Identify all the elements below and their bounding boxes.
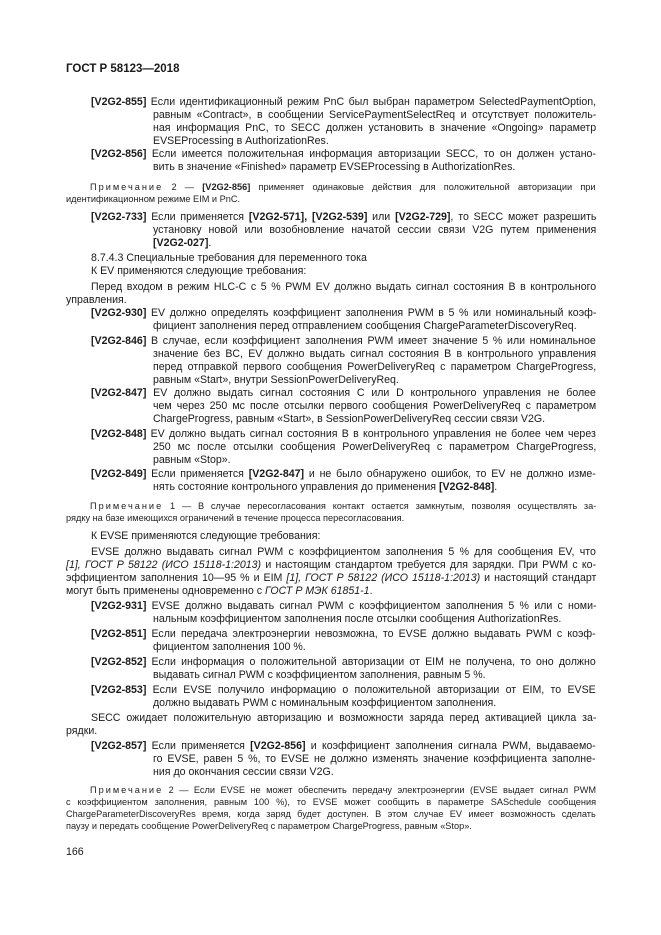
text-line	[153, 237, 211, 250]
text-line	[91, 656, 596, 669]
text-run: ния до окончания сессии связи V2G.	[153, 766, 334, 778]
text-run: К EVSE применяются следующие требования:	[91, 530, 321, 542]
text-run: Перед входом в режим HLC-C с 5 % PWM EV должно выдать сигнал состояния B в контрольного	[91, 281, 597, 293]
text-line	[153, 641, 306, 654]
text-run: или	[367, 211, 396, 223]
text-line	[66, 585, 373, 598]
text-line	[91, 281, 596, 294]
text-run: нять состояние контрольного управления до применения	[153, 481, 439, 493]
note-label: Примечание	[90, 785, 164, 795]
text-run: Если применяется	[146, 468, 249, 480]
text-run: 8.7.4.3 Специальные требования для переменного тока	[91, 252, 367, 264]
requirement-ref: [V2G2-857]	[91, 740, 147, 752]
note-line	[66, 796, 596, 808]
note-label: Примечание	[90, 501, 164, 511]
page-number	[66, 846, 84, 859]
requirement-ref: [V2G2-856]	[91, 148, 147, 160]
text-run: ГОСТ Р 58123—2018	[66, 63, 180, 75]
text-run: К EV применяются следующие требования:	[91, 265, 307, 277]
note-line	[90, 500, 596, 512]
text-line	[66, 559, 596, 572]
text-run: 250 мс после отсылки сообщения PowerDeliveryReq с параметром ChargeProgress,	[153, 441, 597, 453]
text-run: Если применяется	[146, 211, 249, 223]
text-run: и коэффициент заполнения сигнала PWM, выдаваемо-	[305, 740, 596, 752]
note-line	[66, 820, 472, 832]
text-line	[91, 684, 596, 697]
text-run: EV должно определять коэффициент заполнения PWM в 5 % или номинальный коэф-	[146, 307, 597, 319]
text-line	[91, 265, 306, 278]
text-line	[153, 413, 545, 426]
text-line	[91, 712, 596, 725]
text-run: EVSE должно выдавать сигнал PWM с коэффициентом заполнения 5 % для сообщения EV, что	[91, 546, 596, 558]
text-run: го EVSE, равен 5 %, то EVSE не должно изменять значение коэффициента заполне-	[153, 753, 596, 765]
text-run: значение без BC, EV должно выдать сигнал состояния B в контрольного управления	[153, 348, 597, 360]
text-line	[91, 530, 320, 543]
text-line	[153, 361, 596, 374]
requirement-ref: [V2G2-729]	[395, 211, 451, 223]
text-run: могут быть применены одновременно с	[66, 585, 265, 597]
text-run: , то SECC может разрешить	[450, 211, 597, 223]
text-run: 166	[66, 846, 84, 858]
text-line	[153, 753, 596, 766]
reference-text: [1], ГОСТ Р 58122 (ИСО 15118-1:2013)	[66, 559, 262, 571]
text-line	[91, 96, 596, 109]
text-run: рядку на базе имеющихся ограничений в течение процесса пересогласования.	[66, 513, 405, 523]
requirement-ref: [V2G2-733]	[91, 211, 147, 223]
requirement-ref: [V2G2-853]	[91, 684, 147, 696]
text-run: SECC ожидает положительную авторизацию и возможности заряда перед активацией цикла за-	[91, 712, 597, 724]
requirement-ref: [V2G2-930]	[91, 307, 147, 319]
text-run: ная информация PnC, то SECC должен установить в значение «Ongoing» параметр	[153, 122, 597, 134]
text-run: перед отправкой первого сообщения PowerDeliveryReq с параметром ChargeProgress,	[153, 361, 597, 373]
requirement-ref: [V2G2-856]	[250, 740, 306, 752]
text-line	[91, 428, 596, 441]
note-line	[66, 512, 404, 524]
text-run: и настоящий стандарт	[480, 572, 597, 584]
text-run: Если передача электроэнергии невозможна, то EVSE должно выдавать PWM с коэф-	[146, 628, 596, 640]
text-line	[91, 387, 596, 400]
requirement-ref: [V2G2-852]	[91, 656, 147, 668]
requirement-ref: [V2G2-849]	[91, 468, 147, 480]
text-line	[91, 211, 596, 224]
text-run: ChargeProgress, равным «Start», в SessionPowerDeliveryReq сессии связи V2G.	[153, 413, 546, 425]
text-line	[153, 122, 596, 135]
text-run: 2 — Если EVSE не может обеспечить передачу электроэнергии (EVSE выдает сигнал PWM	[163, 785, 597, 795]
reference-text: [1], ГОСТ Р 58122 (ИСО 15118-1:2013)	[286, 572, 481, 584]
text-line	[153, 613, 561, 626]
text-line	[153, 161, 515, 174]
text-run: управления.	[66, 294, 127, 306]
text-run: равным «Contract», в сообщении ServicePaymentSelectReq и отсутствует положитель-	[153, 109, 597, 121]
text-line	[153, 400, 596, 413]
note-line	[90, 784, 596, 796]
text-line	[91, 335, 596, 348]
text-run: EVSEProcessing в AuthorizationRes.	[153, 135, 329, 147]
requirement-ref: [V2G2-851]	[91, 628, 147, 640]
note-line	[66, 808, 596, 820]
text-run: Если информация о положительной авторизации от EIM не получена, то оно должно	[146, 656, 596, 668]
text-run: .	[369, 585, 373, 597]
note-label: Примечание	[90, 182, 164, 192]
text-run: 2 —	[163, 182, 203, 192]
text-run: вить в значение «Finished» параметр EVSEProcessing в AuthorizationRes.	[153, 161, 516, 173]
text-run: Если идентификационный режим PnC был выбран параметром SelectedPaymentOption,	[146, 96, 597, 108]
text-run: с коэффициентом заполнения, равным 100 %), то EVSE может сообщить в параметре SASchedule сообщения	[66, 797, 597, 807]
text-line	[153, 441, 596, 454]
text-run: .	[494, 481, 498, 493]
text-run: паузу и передать сообщение PowerDeliveryReq с параметром ChargeProgress, равным «Stop».	[66, 821, 472, 831]
text-run: В случае, если коэффициент заполнения PWM имеет значение 5 % или номинальное	[146, 335, 596, 347]
text-run: EV должно выдать сигнал состояния B в контрольного управления не более чем через	[146, 428, 596, 440]
text-line	[91, 546, 596, 559]
text-line	[153, 697, 496, 710]
text-line	[153, 669, 486, 682]
requirement-ref: [V2G2-847]	[248, 468, 305, 480]
requirement-ref: [V2G2-848]	[438, 481, 495, 493]
requirement-ref: [V2G2-027]	[153, 237, 209, 249]
text-line	[91, 600, 597, 613]
text-run: Если имеется положительная информация авторизации SECC, то он должен устано-	[146, 148, 596, 160]
text-line	[66, 572, 596, 585]
requirement-ref: [V2G2-856]	[202, 182, 251, 192]
requirement-ref: [V2G2-855]	[91, 96, 147, 108]
reference-text: ГОСТ Р МЭК 61851-1	[264, 585, 370, 597]
text-line	[91, 252, 367, 265]
text-line	[91, 307, 596, 320]
page-header-title	[66, 63, 179, 76]
text-run: применяет одинаковые действия для положительной авторизации при	[250, 182, 596, 192]
requirement-ref: [V2G2-571], [V2G2-539]	[248, 211, 368, 223]
text-run: идентификационном режиме EIM и PnC.	[66, 194, 241, 204]
text-line	[153, 481, 497, 494]
requirement-ref: [V2G2-846]	[91, 335, 147, 347]
text-line	[91, 628, 596, 641]
text-run: EVSE должно выдавать сигнал PWM с коэффициентом заполнения 5 % или с номи-	[146, 600, 597, 612]
requirement-ref: [V2G2-848]	[91, 428, 147, 440]
text-run: равным «Start», внутри SessionPowerDeliveryReq.	[153, 374, 399, 386]
requirement-ref: [V2G2-931]	[91, 600, 147, 612]
text-run: и не было обнаружено ошибок, то EV не должно изме-	[304, 468, 596, 480]
text-line	[91, 468, 596, 481]
text-run: ChargeParameterDiscoveryRes время, когда заряд будет доступен. В этом случае EV имеет возможность сделать	[66, 809, 596, 819]
text-line	[153, 224, 596, 237]
text-run: фициент заполнения перед отправлением сообщения ChargeParameterDiscoveryReq.	[153, 320, 577, 332]
text-run: Если EVSE получило информацию о положительной авторизации от EIM, то EVSE	[146, 684, 596, 696]
text-line	[153, 374, 399, 387]
text-line	[91, 148, 596, 161]
text-line	[153, 454, 231, 467]
text-line	[66, 294, 127, 307]
text-run: выдавать сигнал PWM с коэффициентом заполнения, равным 5 %.	[153, 669, 486, 681]
note-line	[66, 193, 240, 205]
text-run: установку новой или возобновление начатой сессии связи V2G путем применения	[153, 224, 597, 236]
text-run: 1 — В случае пересогласования контакт остается замкнутым, позволяя осуществлять за-	[163, 501, 597, 511]
text-line	[66, 725, 97, 738]
text-run: и настоящим стандартом требуется для зарядки. При PWM с ко-	[261, 559, 597, 571]
text-run: фициентом заполнения 100 %.	[153, 641, 306, 653]
text-run: чем через 250 мс после отсылки первого сообщения PowerDeliveryReq с параметром	[153, 400, 597, 412]
note-line	[90, 181, 596, 193]
text-run: эффициентом заполнения 10—95 % и EIM	[66, 572, 287, 584]
text-line	[153, 109, 596, 122]
text-line	[153, 135, 329, 148]
text-line	[153, 348, 596, 361]
text-run: рядки.	[66, 725, 98, 737]
text-run: EV должно выдать сигнал состояния C или D контрольного управления не более	[146, 387, 596, 399]
text-run: нальным коэффициентом заполнения после отсылки сообщения AuthorizationRes.	[153, 613, 562, 625]
text-run: равным «Stop».	[153, 454, 231, 466]
text-run: .	[208, 237, 212, 249]
text-line	[153, 320, 577, 333]
text-run: Если применяется	[146, 740, 251, 752]
requirement-ref: [V2G2-847]	[91, 387, 147, 399]
text-run: должно выдавать PWM с номинальным коэффициентом заполнения.	[153, 697, 497, 709]
text-line	[153, 766, 334, 779]
text-line	[91, 740, 596, 753]
